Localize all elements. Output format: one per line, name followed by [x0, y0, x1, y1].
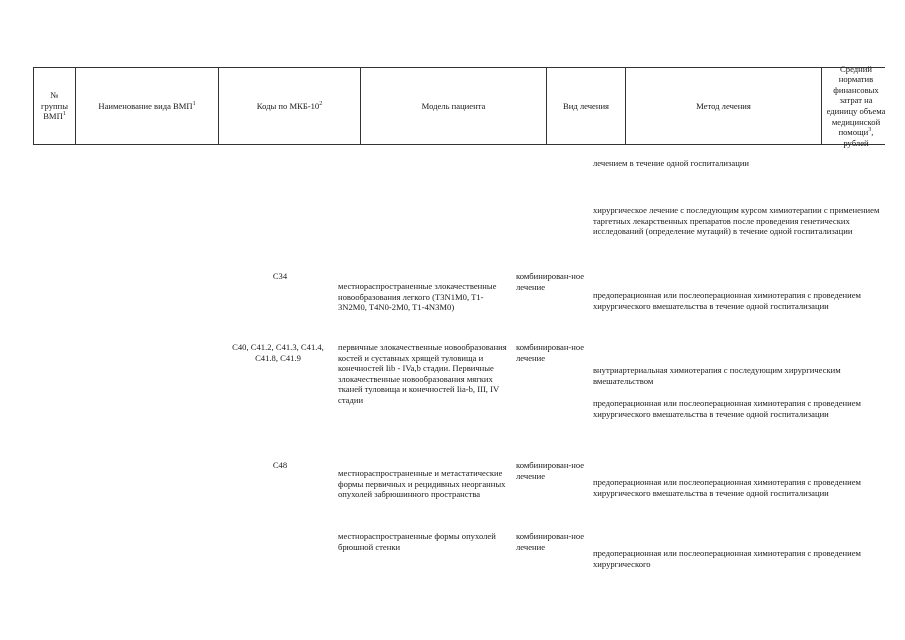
table-header [33, 63, 886, 148]
patient-model-cell: местнораспространенные и метастатические формы первичных и рецидивных неорганных опухолей забрюшинного пространства [338, 468, 506, 500]
footnote-marker: 2 [319, 100, 323, 107]
header-treatment-type-label: Вид лечения [562, 100, 610, 111]
footnote-marker: 3 [868, 127, 872, 134]
header-group-number [34, 68, 76, 144]
method-cell: предоперационная или послеоперационная химиотерапия с проведением хирургического вмешательства в течение одной госпитализации [593, 290, 861, 311]
method-cell: предоперационная или послеоперационная химиотерапия с проведением хирургического [593, 548, 861, 569]
treatment-type-cell: комбинирован-ное лечение [516, 531, 585, 552]
method-cell: предоперационная или послеоперационная химиотерапия с проведением хирургического вмешательства в течение одной госпитализации [593, 477, 861, 498]
treatment-type-cell: комбинирован-ное лечение [516, 342, 585, 363]
header-patient-model [361, 68, 547, 144]
header-group-number-label: № группы ВМП [41, 90, 68, 122]
header-average-cost [822, 63, 886, 148]
patient-model-cell: местнораспространенные злокачественные новообразования легкого (T3N1M0, T1-3N2M0, T4N0-2M0, T1-4N3M0) [338, 281, 497, 313]
header-vmp-name-label: Наименование вида ВМП [98, 100, 193, 111]
header-average-cost-label: Средний норматив финансовых затрат на единицу объема медицинской помощи [826, 63, 886, 138]
icd-code-cell: C48 [272, 460, 288, 470]
icd-code-cell: C34 [272, 271, 288, 281]
patient-model-cell: первичные злокачественные новообразования костей и суставных хрящей туловища и конечностей Iib - IVa,b стадии. Первичные злокачественные новообразования мягких тканей туловища и конечностей Iia-b, III, IV стадии [338, 342, 507, 405]
method-cell: хирургическое лечение с последующим курсом химиотерапии с применением таргетных лекарственных препаратов после проведения генетических исследований (определение мутаций) в течение одной госпитализации [593, 205, 880, 237]
header-average-cost-unit: , рублей [843, 127, 874, 148]
header-treatment-type [547, 68, 626, 144]
footnote-marker: 1 [62, 111, 66, 118]
patient-model-cell: местнораспространенные формы опухолей брюшной стенки [338, 531, 496, 552]
icd-code-cell: C40, C41.2, C41.3, C41.4, C41.8, C41.9 [232, 342, 324, 363]
header-icd-codes-label: Коды по МКБ-10 [256, 100, 320, 111]
header-icd-codes [219, 68, 361, 144]
header-patient-model-label: Модель пациента [421, 100, 486, 111]
method-cell: лечением в течение одной госпитализации [593, 158, 750, 168]
method-cell: предоперационная или послеоперационная химиотерапия с проведением хирургического вмешательства в течение одной госпитализации [593, 398, 861, 419]
header-vmp-name [76, 68, 219, 144]
footnote-marker: 1 [192, 100, 196, 107]
header-treatment-method-label: Метод лечения [696, 100, 751, 111]
treatment-type-cell: комбинирован-ное лечение [516, 460, 585, 481]
method-cell: внутриартериальная химиотерапия с последующим хирургическим вмешательством [593, 365, 841, 386]
header-treatment-method [626, 68, 822, 144]
treatment-type-cell: комбинирован-ное лечение [516, 271, 585, 292]
